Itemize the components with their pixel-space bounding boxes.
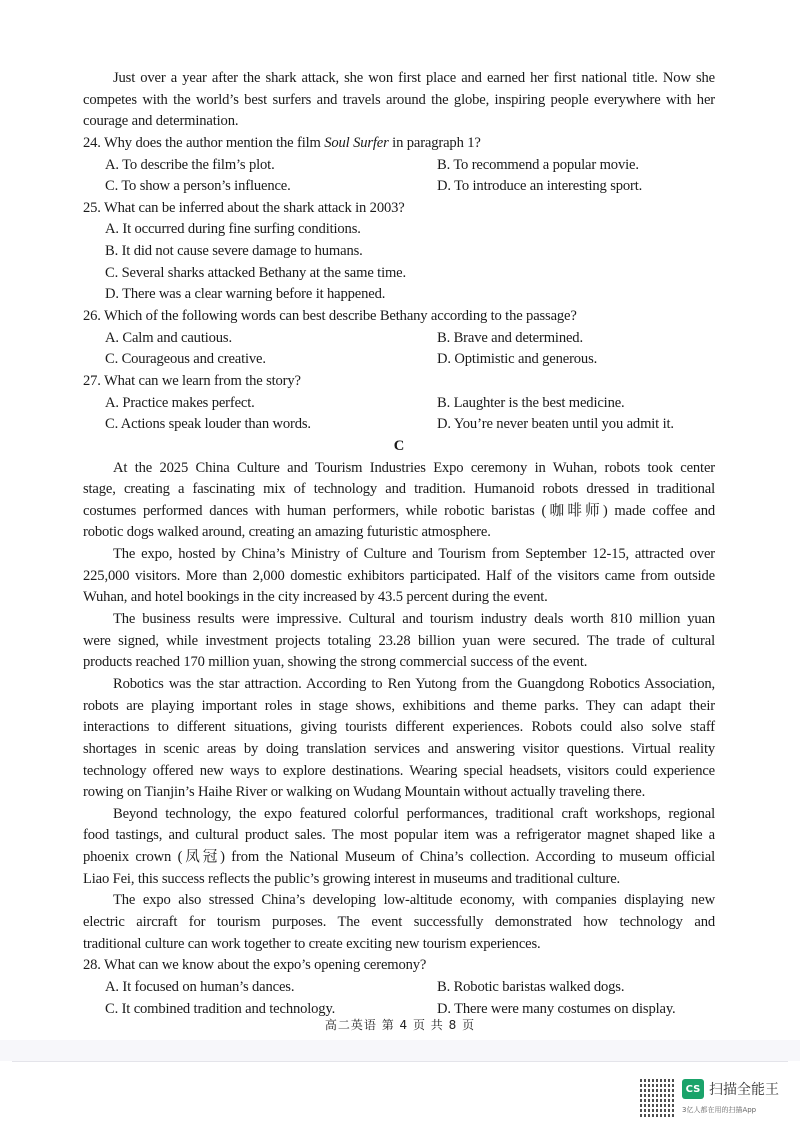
- text-line: Just over a year after the shark attack, she won first place and earned her first national title. Now she: [113, 70, 715, 86]
- question-25: [83, 198, 715, 306]
- text-line: electric aircraft for tourism purposes. The event successfully demonstrated how technology and: [83, 913, 715, 930]
- option-d: D. There was a clear warning before it happened.: [105, 286, 386, 303]
- option-b: B. To recommend a popular movie.: [437, 156, 639, 173]
- option-c: C. It combined tradition and technology.: [105, 1000, 336, 1017]
- scan-edge: [0, 1040, 800, 1061]
- text-line: Liao Fei, this success reflects the public’s growing interest in museums and traditional culture.: [83, 870, 621, 887]
- text-line: products reached 170 million yuan, showing the strong commercial success of the event.: [83, 654, 588, 671]
- question-28: [83, 955, 715, 1020]
- paragraph: [83, 544, 715, 609]
- option-d: D. There were many costumes on display.: [437, 1000, 676, 1017]
- paragraph: [83, 609, 715, 674]
- question-stem: 27. What can we learn from the story?: [83, 372, 301, 389]
- paragraph: [83, 674, 715, 804]
- question-24: [83, 133, 715, 198]
- page-footer: 高二英语 第 4 页 共 8 页: [324, 1018, 476, 1032]
- text-line: interactions to different situations, giving tourists different experiences. Robots could also solve staff: [83, 719, 715, 736]
- text-line: Wuhan, and hotel bookings in the city increased by 43.5 percent during the event.: [83, 589, 548, 606]
- question-stem: 26. Which of the following words can best describe Bethany according to the passage?: [83, 308, 577, 325]
- option-d: D. Optimistic and generous.: [437, 351, 598, 368]
- question-26: [83, 306, 715, 371]
- text-line: stage, creating a fascinating mix of technology and tradition. Humanoid robots dressed in traditional: [83, 481, 715, 498]
- question-stem: [83, 133, 715, 155]
- text-line: courage and determination.: [83, 113, 239, 130]
- question-stem: 28. What can we know about the expo’s opening ceremony?: [83, 957, 427, 974]
- passage-c: [83, 458, 715, 956]
- option-b: B. Robotic baristas walked dogs.: [437, 978, 625, 995]
- brand-name: 扫描全能王: [709, 1082, 779, 1098]
- option-b: B. Brave and determined.: [437, 329, 583, 346]
- option-c: C. Actions speak louder than words.: [105, 416, 311, 433]
- exam-page: [83, 68, 715, 1020]
- text-line: technology offered new ways to explore destinations. Wearing special headsets, visitors could experience: [83, 762, 715, 779]
- text-line: Beyond technology, the expo featured colorful performances, traditional craft workshops, regional: [113, 805, 715, 822]
- scanner-watermark: [640, 1079, 779, 1117]
- text-line: food tastings, and cultural product sales. The most popular item was a refrigerator magnet shaped like a: [83, 827, 715, 844]
- text-line: phoenix crown (凤冠) from the National Museum of China’s collection. According to museum official: [83, 849, 715, 866]
- paragraph: [83, 890, 715, 955]
- text-line: rowing on Tianjin’s Haihe River or walking on Wudang Mountain without actually traveling there.: [83, 784, 646, 801]
- option-a: A. It focused on human’s dances.: [105, 978, 295, 995]
- text-line: shortages in scenic areas by doing translation services and answering visitor questions. Virtual reality: [83, 740, 715, 757]
- text-line: The expo also stressed China’s developing low-altitude economy, with companies displaying new: [113, 892, 715, 909]
- text-line: robotic dogs walked around, creating an amazing futuristic atmosphere.: [83, 524, 491, 541]
- film-title: Soul Surfer: [324, 134, 389, 151]
- option-c: C. Courageous and creative.: [105, 351, 266, 368]
- question-stem: 25. What can be inferred about the shark attack in 2003?: [83, 199, 405, 216]
- text-line: Robotics was the star attraction. According to Ren Yutong from the Guangdong Robotics Association,: [113, 675, 715, 692]
- camscanner-logo-icon: CS: [682, 1079, 704, 1099]
- stem-text: 24. Why does the author mention the film: [83, 134, 325, 151]
- option-a: A. Calm and cautious.: [105, 329, 232, 346]
- text-line: robots are playing important roles in stage shows, exhibitions and theme parks. They can adapt their: [83, 697, 715, 714]
- option-b: B. Laughter is the best medicine.: [437, 394, 625, 411]
- passage-b-ending: [83, 68, 715, 133]
- text-line: were signed, while investment projects totaling 23.28 billion yuan were secured. The trade of cultural: [83, 632, 715, 649]
- text-line: 225,000 visitors. More than 2,000 domestic exhibitors participated. Half of the visitors came from outside: [83, 567, 715, 584]
- option-d: D. You’re never beaten until you admit it.: [437, 416, 674, 433]
- text-line: The expo, hosted by China’s Ministry of Culture and Tourism from September 12-15, attracted over: [113, 546, 715, 563]
- option-d: D. To introduce an interesting sport.: [437, 178, 643, 195]
- section-heading: C: [393, 437, 405, 454]
- option-a: A. Practice makes perfect.: [105, 394, 255, 411]
- option-b: B. It did not cause severe damage to humans.: [105, 243, 363, 260]
- question-27: [83, 371, 715, 436]
- paragraph: [83, 804, 715, 891]
- text-line: traditional culture can work together to create exciting new tourism experiences.: [83, 935, 541, 952]
- paragraph: [83, 458, 715, 545]
- text-line: The business results were impressive. Cultural and tourism industry deals worth 810 million yuan: [113, 611, 715, 628]
- option-a: A. To describe the film’s plot.: [105, 156, 275, 173]
- text-line: competes with the world’s best surfers and travels around the globe, inspiring people everywhere with her: [83, 91, 715, 108]
- brand-tagline: 3亿人都在用的扫描App: [682, 1106, 757, 1114]
- stem-text: in paragraph 1?: [388, 134, 481, 151]
- text-line: costumes performed dances with human performers, while robotic baristas (咖啡师) made coffee and: [83, 502, 715, 519]
- option-c: C. Several sharks attacked Bethany at the same time.: [105, 264, 406, 281]
- page-divider: [12, 1061, 788, 1062]
- text-line: At the 2025 China Culture and Tourism Industries Expo ceremony in Wuhan, robots took center: [113, 459, 715, 476]
- option-c: C. To show a person’s influence.: [105, 178, 291, 195]
- option-a: A. It occurred during fine surfing conditions.: [105, 221, 361, 238]
- qr-code-icon: [640, 1079, 676, 1117]
